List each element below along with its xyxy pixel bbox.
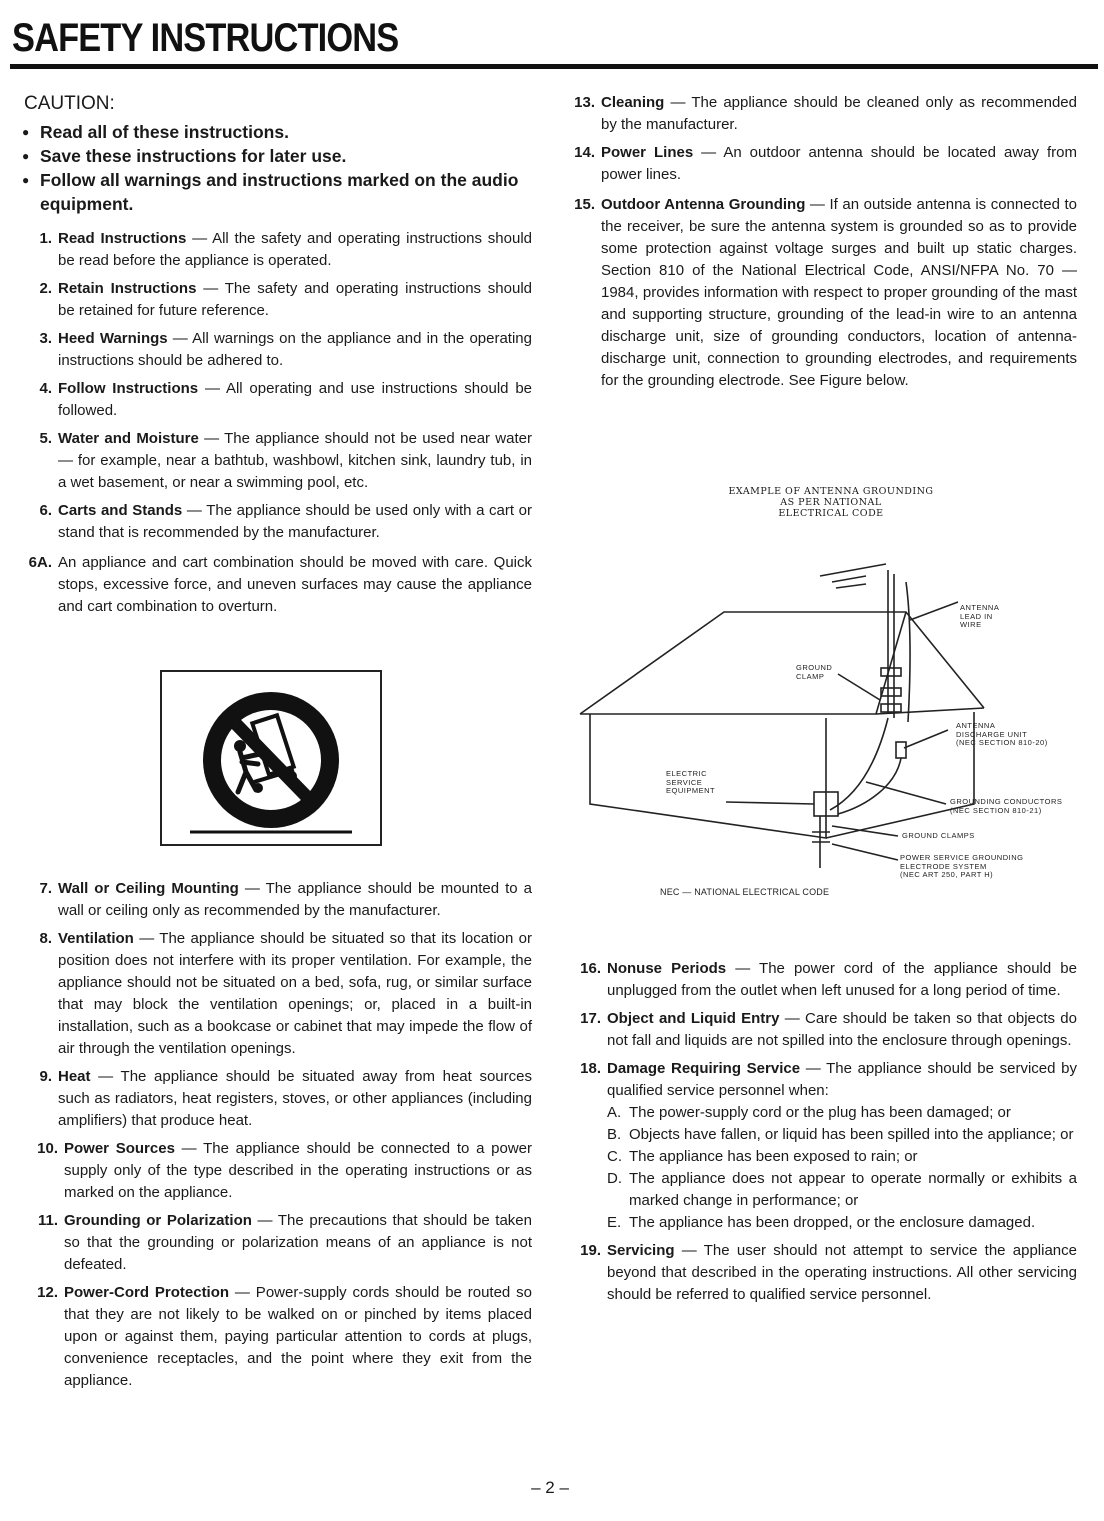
sub-item-text: The power-supply cord or the plug has been damaged; or bbox=[629, 1104, 1011, 1121]
item-heading: Nonuse Periods bbox=[607, 960, 727, 977]
item-heading: Power Sources bbox=[64, 1140, 175, 1157]
instruction-item bbox=[16, 552, 532, 618]
item-number: 14. bbox=[574, 144, 595, 161]
item-text: — An outdoor antenna should be located away from power lines. bbox=[601, 144, 1077, 183]
left-column bbox=[22, 92, 532, 618]
sub-item-letter: A. bbox=[607, 1104, 622, 1121]
sub-item-letter: E. bbox=[607, 1214, 622, 1231]
label-antenna-lead-in: ANTENNA LEAD IN WIRE bbox=[960, 603, 1000, 629]
label-ground-clamps: GROUND CLAMPS bbox=[902, 831, 975, 840]
item-heading: Carts and Stands bbox=[58, 502, 183, 519]
item-text: — The appliance should be situated so that its location or position does not interfere with its proper ventilation. For example, the appliance should not be situated on a bed, sofa, rug, or similar surface that may block the ventilation openings; or, placed in a built-in installation, such as a bookcase or cabinet that may impede the flow of air through the ventilation openings. bbox=[58, 930, 532, 1057]
item-heading: Damage Requiring Service bbox=[607, 1060, 801, 1077]
figure-title-line: ELECTRICAL CODE bbox=[778, 508, 884, 519]
item-number: 18. bbox=[580, 1060, 601, 1077]
item-heading: Follow Instructions bbox=[58, 380, 199, 397]
sub-item-text: The appliance does not appear to operate normally or exhibits a marked change in performance; or bbox=[629, 1170, 1077, 1209]
item-text: — The appliance should be connected to a power supply only of the type described in the operating instructions or as marked on the appliance. bbox=[64, 1140, 532, 1201]
instruction-item bbox=[22, 378, 532, 422]
instruction-item bbox=[565, 194, 1077, 392]
instruction-item bbox=[22, 1282, 532, 1392]
house-antenna-diagram bbox=[576, 486, 1076, 906]
sub-item-letter: D. bbox=[607, 1170, 622, 1187]
caution-heading: CAUTION: bbox=[24, 93, 115, 114]
item-heading: Heed Warnings bbox=[58, 330, 168, 347]
item-number: 17. bbox=[580, 1010, 601, 1027]
sub-item bbox=[607, 1102, 1077, 1124]
instruction-item bbox=[22, 428, 532, 494]
item-heading: Ventilation bbox=[58, 930, 134, 947]
item-number: 1. bbox=[39, 230, 52, 247]
item-text: — If an outside antenna is connected to the receiver, be sure the antenna system is grounded so as to provide some protection against voltage surges and built up static charges. Section 810 of the National Electrical Code, ANSI/NFPA No. 70 — 1984, provides information with respect to proper grounding of the mast and supporting structure, grounding of the lead-in wire to an antenna discharge unit, size of grounding conductors, location of antenna-discharge unit, connection to grounding electrodes, and requirements for the grounding electrode. See Figure below. bbox=[601, 196, 1077, 389]
instruction-item bbox=[565, 92, 1077, 136]
right-column bbox=[565, 92, 1077, 392]
instruction-item bbox=[565, 958, 1077, 1002]
item-heading: Water and Moisture bbox=[58, 430, 199, 447]
item-text: — The precautions that should be taken so that the grounding or polarization means of an appliance is not defeated. bbox=[64, 1212, 532, 1273]
item-number: 4. bbox=[39, 380, 52, 397]
item-heading: Read Instructions bbox=[58, 230, 187, 247]
item-number: 9. bbox=[39, 1068, 52, 1085]
item-text: — The appliance should be serviced by qualified service personnel when: bbox=[607, 1060, 1077, 1099]
title-rule bbox=[10, 64, 1098, 69]
instruction-item bbox=[22, 1210, 532, 1276]
item-heading: Power-Cord Protection bbox=[64, 1284, 230, 1301]
label-discharge-unit: ANTENNA DISCHARGE UNIT (NEC SECTION 810-20) bbox=[956, 721, 1048, 747]
item-number: 5. bbox=[39, 430, 52, 447]
item-number: 11. bbox=[37, 1212, 58, 1229]
page-number: – 2 – bbox=[531, 1478, 569, 1497]
sub-item bbox=[607, 1124, 1077, 1146]
instruction-item bbox=[22, 928, 532, 1060]
item-text: — The appliance should not be used near water — for example, near a bathtub, washbowl, kitchen sink, laundry tub, in a wet basement, or near a swimming pool, etc. bbox=[58, 430, 532, 491]
instruction-item bbox=[565, 1058, 1077, 1234]
right-column-lower bbox=[565, 958, 1077, 1306]
instruction-item bbox=[22, 228, 532, 272]
instruction-item bbox=[565, 142, 1077, 186]
item-text: — Power-supply cords should be routed so that they are not likely to be walked on or pinched by items placed upon or against them, paying particular attention to cords at plugs, convenience receptacles, and the point where they exit from the appliance. bbox=[64, 1284, 532, 1389]
nec-note: NEC — NATIONAL ELECTRICAL CODE bbox=[660, 887, 830, 897]
antenna-grounding-figure bbox=[576, 486, 1076, 906]
sub-item-text: The appliance has been dropped, or the enclosure damaged. bbox=[629, 1214, 1036, 1231]
sub-item-letter: B. bbox=[607, 1126, 622, 1143]
instruction-item bbox=[22, 500, 532, 544]
item-number: 12. bbox=[37, 1284, 58, 1301]
item-number: 16. bbox=[580, 960, 601, 977]
item-text: — The power cord of the appliance should be unplugged from the outlet when left unused for a long period of time. bbox=[607, 960, 1077, 999]
instruction-item bbox=[22, 878, 532, 922]
item-heading: Cleaning bbox=[601, 94, 665, 111]
item-text: — All operating and use instructions should be followed. bbox=[58, 380, 533, 419]
caution-bullet: ● Follow all warnings and instructions marked on the audio equipment. bbox=[22, 168, 532, 216]
figure-title-line: EXAMPLE OF ANTENNA GROUNDING bbox=[728, 486, 934, 497]
item-text: — The user should not attempt to service the appliance beyond that described in the operating instructions. All other servicing should be referred to qualified service personnel. bbox=[607, 1242, 1077, 1303]
instruction-item bbox=[22, 1138, 532, 1204]
item-text: — The appliance should be situated away from heat sources such as radiators, heat registers, stoves, or other appliances (including amplifiers) that produce heat. bbox=[58, 1068, 532, 1129]
item-heading: Outdoor Antenna Grounding bbox=[601, 196, 806, 213]
item-number: 13. bbox=[574, 94, 595, 111]
item-text: — All warnings on the appliance and in the operating instructions should be adhered to. bbox=[58, 330, 532, 369]
item-heading: Wall or Ceiling Mounting bbox=[58, 880, 239, 897]
instruction-item bbox=[22, 328, 532, 372]
item-text: — The safety and operating instructions should be retained for future reference. bbox=[58, 280, 532, 319]
item-text: — The appliance should be cleaned only as recommended by the manufacturer. bbox=[601, 94, 1077, 133]
item-text: — The appliance should be used only with a cart or stand that is recommended by the manufacturer. bbox=[58, 502, 532, 541]
left-column-lower bbox=[22, 878, 532, 1392]
item-heading: Grounding or Polarization bbox=[64, 1212, 252, 1229]
sub-item-letter: C. bbox=[607, 1148, 622, 1165]
item-heading: Power Lines bbox=[601, 144, 694, 161]
item-number: 15. bbox=[574, 196, 595, 213]
item-number: 7. bbox=[39, 880, 52, 897]
item-number: 6. bbox=[39, 502, 52, 519]
page-title: SAFETY INSTRUCTIONS bbox=[12, 16, 399, 60]
item-text: — Care should be taken so that objects do not fall and liquids are not spilled into the enclosure through openings. bbox=[607, 1010, 1077, 1049]
caution-bullet: ● Read all of these instructions. bbox=[22, 120, 532, 144]
item-number: 3. bbox=[39, 330, 52, 347]
cart-tip-over-icon bbox=[162, 672, 380, 844]
cart-warning-figure bbox=[160, 670, 382, 846]
item-heading: Object and Liquid Entry bbox=[607, 1010, 780, 1027]
instruction-item bbox=[565, 1240, 1077, 1306]
sub-item-text: The appliance has been exposed to rain; or bbox=[629, 1148, 918, 1165]
item-text: — All the safety and operating instructions should be read before the appliance is operated. bbox=[58, 230, 532, 269]
item-number: 2. bbox=[39, 280, 52, 297]
label-power-service: POWER SERVICE GROUNDING ELECTRODE SYSTEM (NEC ART 250, PART H) bbox=[900, 853, 1024, 879]
item-number: 10. bbox=[37, 1140, 58, 1157]
instruction-item bbox=[22, 278, 532, 322]
caution-bullet: ● Save these instructions for later use. bbox=[22, 144, 532, 168]
item-text: — The appliance should be mounted to a wall or ceiling only as recommended by the manufacturer. bbox=[58, 880, 532, 919]
figure-title-line: AS PER NATIONAL bbox=[780, 497, 882, 508]
sub-item-text: Objects have fallen, or liquid has been spilled into the appliance; or bbox=[629, 1126, 1074, 1143]
sub-item bbox=[607, 1212, 1077, 1234]
item-heading: Retain Instructions bbox=[58, 280, 197, 297]
item-text: An appliance and cart combination should be moved with care. Quick stops, excessive force, and uneven surfaces may cause the appliance and cart combination to overturn. bbox=[58, 554, 532, 615]
item-number: 6A. bbox=[28, 554, 52, 571]
item-heading: Heat bbox=[58, 1068, 91, 1085]
item-heading: Servicing bbox=[607, 1242, 675, 1259]
item-number: 8. bbox=[39, 930, 52, 947]
sub-item bbox=[607, 1168, 1077, 1212]
label-ground-clamp: GROUND CLAMP bbox=[796, 663, 833, 681]
instruction-item bbox=[22, 1066, 532, 1132]
label-service-equipment: ELECTRIC SERVICE EQUIPMENT bbox=[666, 769, 716, 795]
label-grounding-conductors: GROUNDING CONDUCTORS (NEC SECTION 810-21) bbox=[950, 797, 1063, 815]
item-number: 19. bbox=[580, 1242, 601, 1259]
instruction-item bbox=[565, 1008, 1077, 1052]
sub-item bbox=[607, 1146, 1077, 1168]
